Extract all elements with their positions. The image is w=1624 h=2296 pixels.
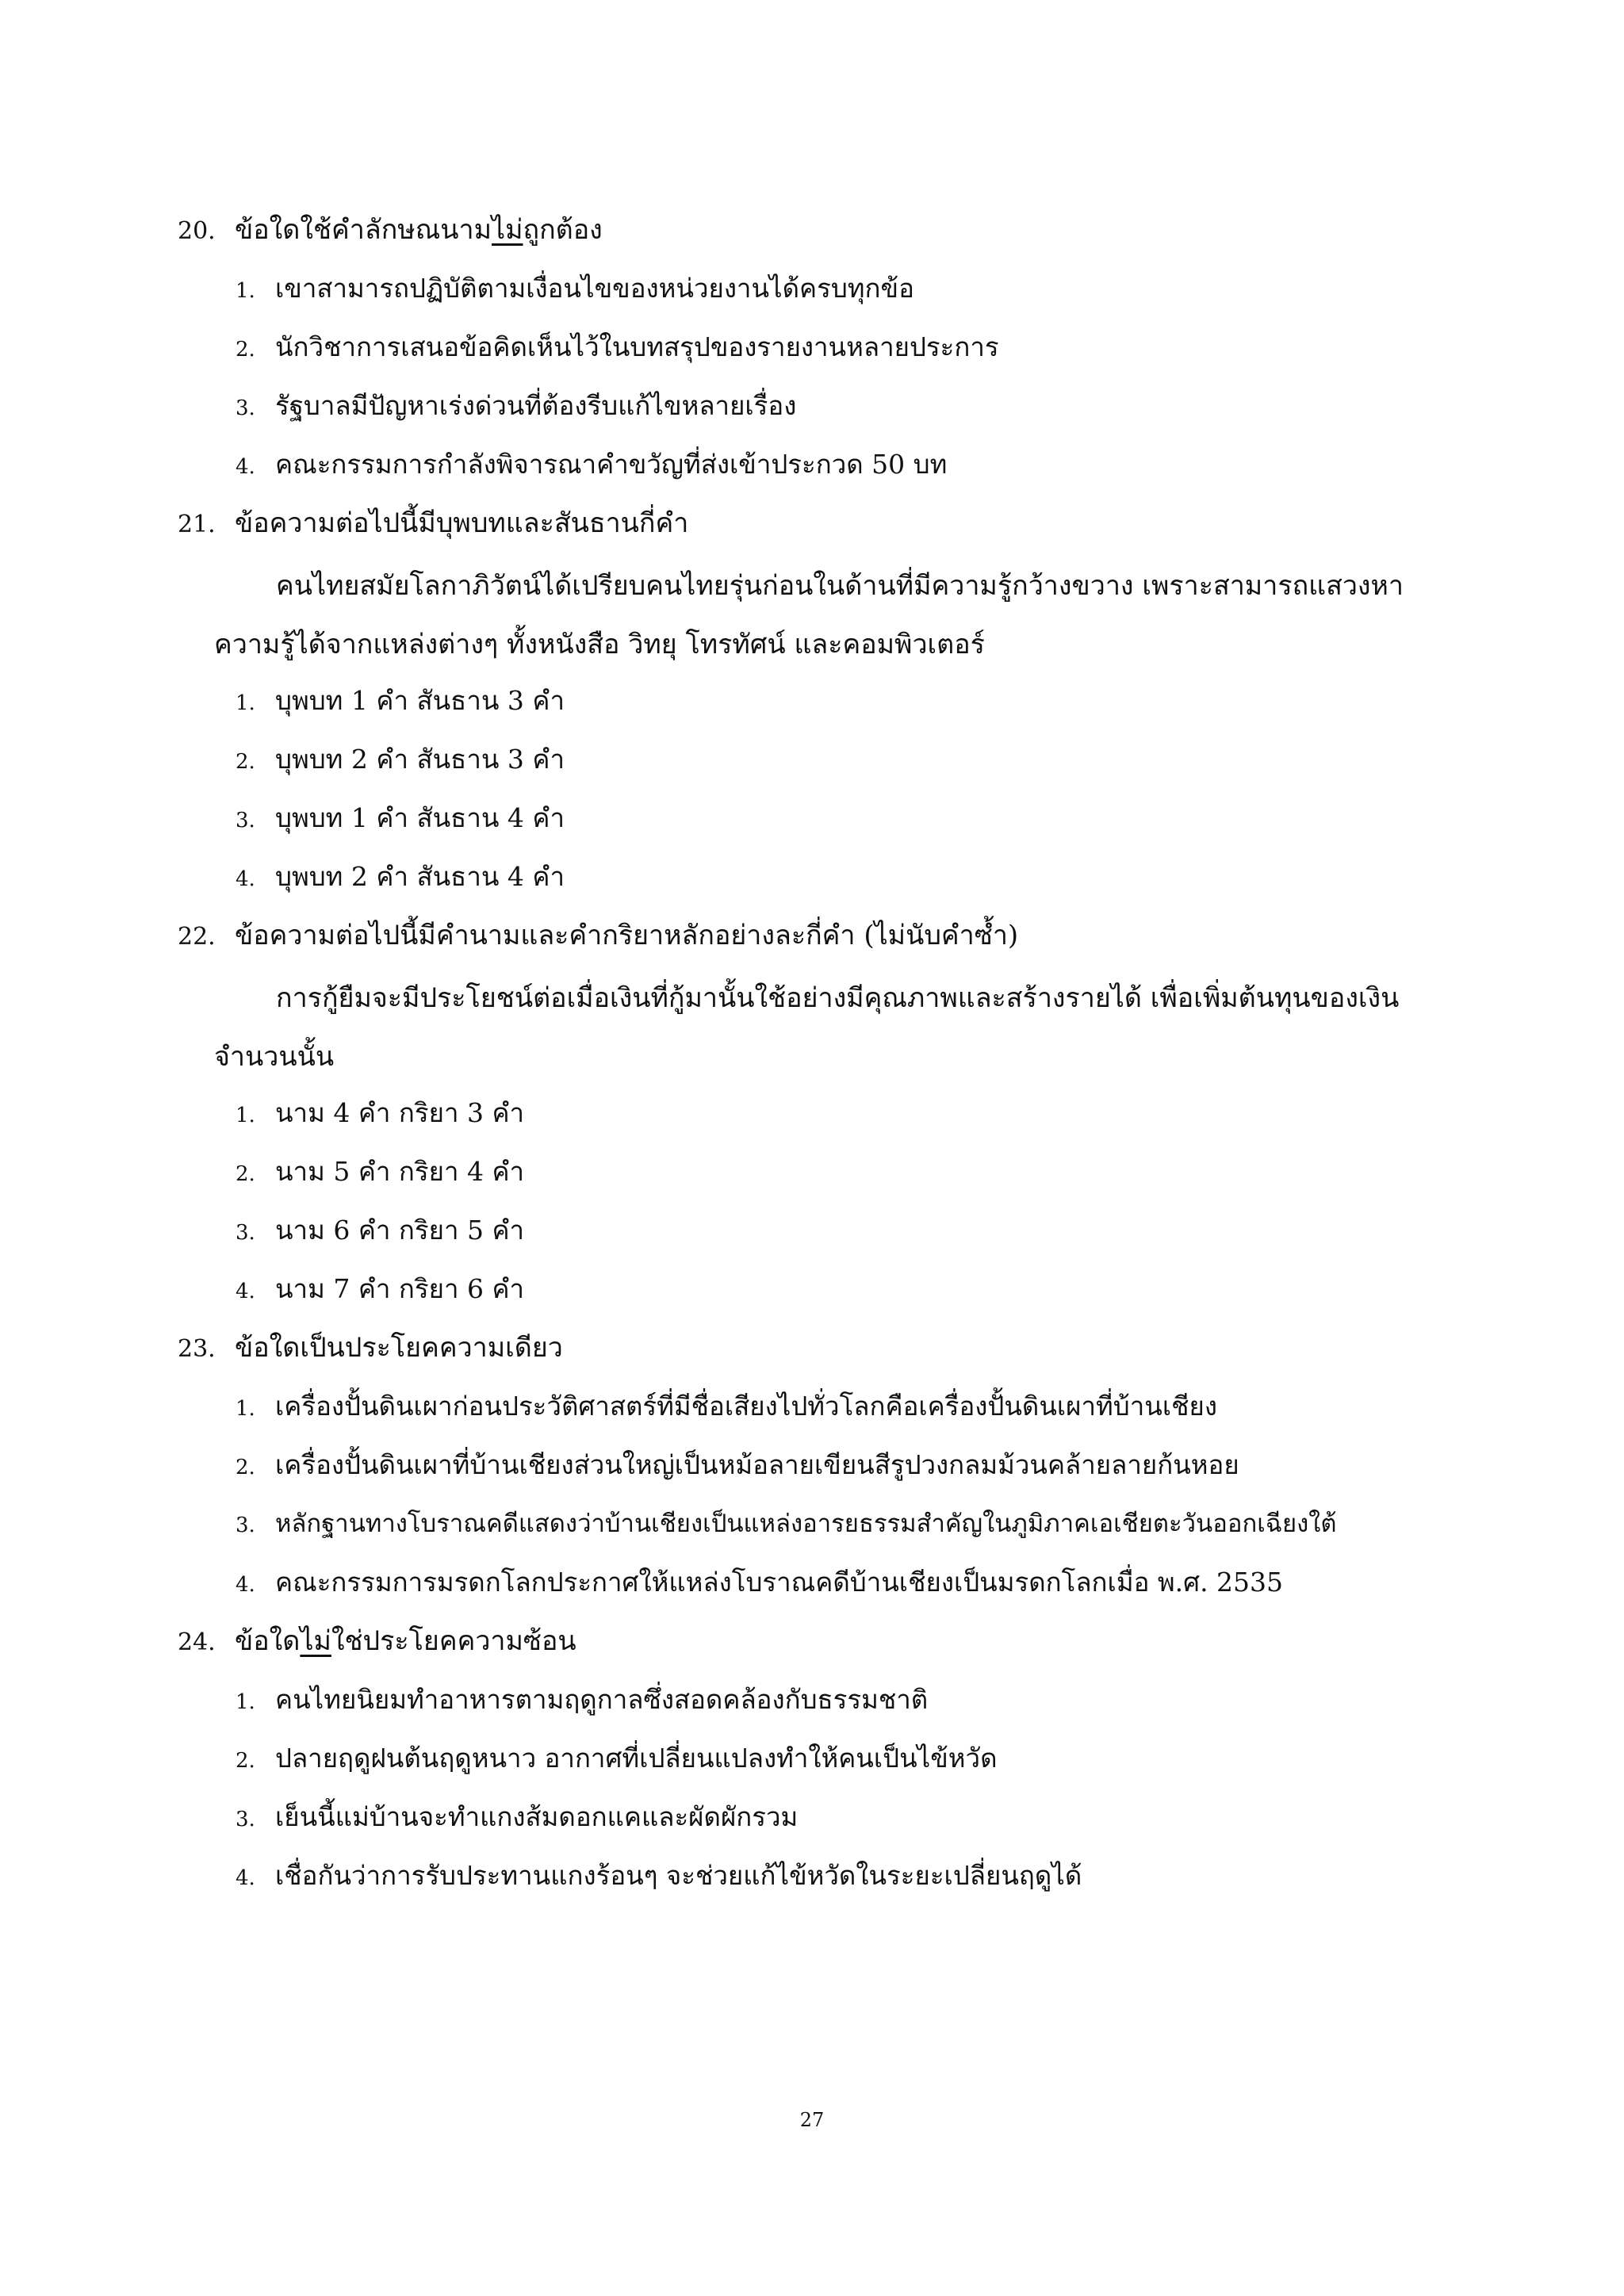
option-text: นักวิชาการเสนอข้อคิดเห็นไว้ในบทสรุปของรายงานหลายประการ: [275, 331, 999, 362]
question-number: 21.: [178, 511, 216, 538]
option-text: คนไทยนิยมทำอาหารตามฤดูกาลซึ่งสอดคล้องกับธรรมชาติ: [275, 1684, 929, 1715]
option-text: นาม 5 คำ กริยา 4 คำ: [275, 1156, 525, 1187]
question-stem: [178, 501, 688, 545]
option-2: [236, 325, 999, 369]
option-text: บุพบท 2 คำ สันธาน 3 คำ: [275, 744, 565, 775]
option-text: หลักฐานทางโบราณคดีแสดงว่าบ้านเชียงเป็นแหล่งอารยธรรมสำคัญในภูมิภาคเอเชียตะวันออกเฉียงใต้: [275, 1510, 1337, 1538]
question-text-before: ข้อใด: [235, 1625, 301, 1657]
option-2: [236, 1443, 1239, 1487]
option-text: เชื่อกันว่าการรับประทานแกงร้อนๆ จะช่วยแก้ไข้หวัดในระยะเปลี่ยนฤดูได้: [275, 1860, 1082, 1891]
option-number: 2.: [236, 750, 255, 774]
question-text-after: ถูกต้อง: [523, 214, 603, 246]
option-3: [236, 1502, 1337, 1546]
option-text: ปลายฤดูฝนต้นฤดูหนาว อากาศที่เปลี่ยนแปลงทำให้คนเป็นไข้หวัด: [275, 1743, 998, 1774]
option-number: 4.: [236, 1573, 255, 1597]
option-text: เครื่องปั้นดินเผาที่บ้านเชียงส่วนใหญ่เป็นหม้อลายเขียนสีรูปวงกลมม้วนคล้ายลายก้นหอย: [275, 1449, 1239, 1480]
option-4: [236, 1560, 1283, 1605]
option-1: [236, 266, 914, 311]
option-2: [236, 1150, 524, 1194]
question-stem: [178, 913, 1018, 958]
option-number: 1.: [236, 279, 255, 303]
option-1: [236, 679, 565, 723]
question-stem: [178, 208, 603, 252]
option-number: 2.: [236, 338, 255, 362]
option-text: บุพบท 1 คำ สันธาน 4 คำ: [275, 802, 565, 833]
option-text: คณะกรรมการกำลังพิจารณาคำขวัญที่ส่งเข้าประกวด 50 บท: [275, 449, 948, 480]
option-number: 4.: [236, 455, 255, 479]
option-4: [236, 1854, 1082, 1898]
option-4: [236, 442, 947, 487]
option-3: [236, 796, 565, 840]
option-text: เย็นนี้แม่บ้านจะทำแกงส้มดอกแคและผัดผักรวม: [275, 1801, 799, 1832]
question-stem: [178, 1619, 576, 1663]
option-number: 4.: [236, 867, 255, 891]
option-number: 3.: [236, 396, 255, 420]
option-number: 3.: [236, 809, 255, 832]
option-text: นาม 4 คำ กริยา 3 คำ: [275, 1097, 525, 1128]
option-number: 1.: [236, 1690, 255, 1714]
option-3: [236, 1208, 524, 1253]
option-number: 1.: [236, 691, 255, 715]
option-2: [236, 1736, 998, 1781]
question-text: ข้อความต่อไปนี้มีคำนามและคำกริยาหลักอย่างละกี่คำ (ไม่นับคำซ้ำ): [235, 920, 1019, 951]
question-text-underlined: ไม่: [300, 1625, 331, 1657]
option-4: [236, 855, 565, 899]
question-passage: คนไทยสมัยโลกาภิวัตน์ได้เปรียบคนไทยรุ่นก่อนในด้านที่มีความรู้กว้างขวาง เพราะสามารถแสวงหาความรู้ได้จากแหล่งต่างๆ ทั้งหนังสือ วิทยุ โทรทัศน์ และคอมพิวเตอร์: [214, 570, 1404, 660]
option-number: 1.: [236, 1397, 255, 1421]
question-number: 20.: [178, 217, 216, 245]
page-number: 27: [799, 2109, 825, 2131]
option-number: 3.: [236, 1513, 255, 1537]
option-text: นาม 7 คำ กริยา 6 คำ: [275, 1273, 525, 1304]
option-number: 3.: [236, 1808, 255, 1831]
option-1: [236, 1091, 524, 1135]
option-number: 2.: [236, 1749, 255, 1773]
option-1: [236, 1678, 928, 1722]
option-number: 3.: [236, 1221, 255, 1245]
question-stem: [178, 1326, 563, 1370]
question-number: 22.: [178, 923, 216, 951]
question-number: 24.: [178, 1628, 216, 1656]
option-text: บุพบท 1 คำ สันธาน 3 คำ: [275, 685, 565, 716]
option-3: [236, 384, 796, 428]
question-passage: การกู้ยืมจะมีประโยชน์ต่อเมื่อเงินที่กู้มานั้นใช้อย่างมีคุณภาพและสร้างรายได้ เพื่อเพิ่มต้นทุนของเงินจำนวนนั้น: [214, 982, 1400, 1073]
question-text-before: ข้อใดใช้คำลักษณนาม: [235, 214, 492, 246]
option-number: 4.: [236, 1866, 255, 1890]
option-number: 2.: [236, 1456, 255, 1479]
question-text: ข้อความต่อไปนี้มีบุพบทและสันธานกี่คำ: [235, 507, 689, 539]
option-text: เครื่องปั้นดินเผาก่อนประวัติศาสตร์ที่มีชื่อเสียงไปทั่วโลกคือเครื่องปั้นดินเผาที่บ้านเชียง: [275, 1391, 1217, 1422]
question-number: 23.: [178, 1335, 216, 1363]
option-text: บุพบท 2 คำ สันธาน 4 คำ: [275, 861, 565, 892]
option-number: 1.: [236, 1104, 255, 1127]
option-1: [236, 1384, 1217, 1429]
option-2: [236, 737, 565, 782]
option-text: คณะกรรมการมรดกโลกประกาศให้แหล่งโบราณคดีบ้านเชียงเป็นมรดกโลกเมื่อ พ.ศ. 2535: [275, 1567, 1284, 1598]
question-text: ข้อใดเป็นประโยคความเดียว: [235, 1332, 563, 1364]
option-text: นาม 6 คำ กริยา 5 คำ: [275, 1215, 525, 1246]
option-text: เขาสามารถปฏิบัติตามเงื่อนไขของหน่วยงานได้ครบทุกข้อ: [275, 273, 914, 304]
option-4: [236, 1267, 524, 1311]
option-3: [236, 1795, 798, 1839]
option-number: 2.: [236, 1162, 255, 1186]
question-text-underlined: ไม่: [491, 214, 523, 246]
option-text: รัฐบาลมีปัญหาเร่งด่วนที่ต้องรีบแก้ไขหลายเรื่อง: [275, 390, 797, 421]
option-number: 4.: [236, 1280, 255, 1303]
question-text-after: ใช่ประโยคความซ้อน: [331, 1625, 576, 1657]
